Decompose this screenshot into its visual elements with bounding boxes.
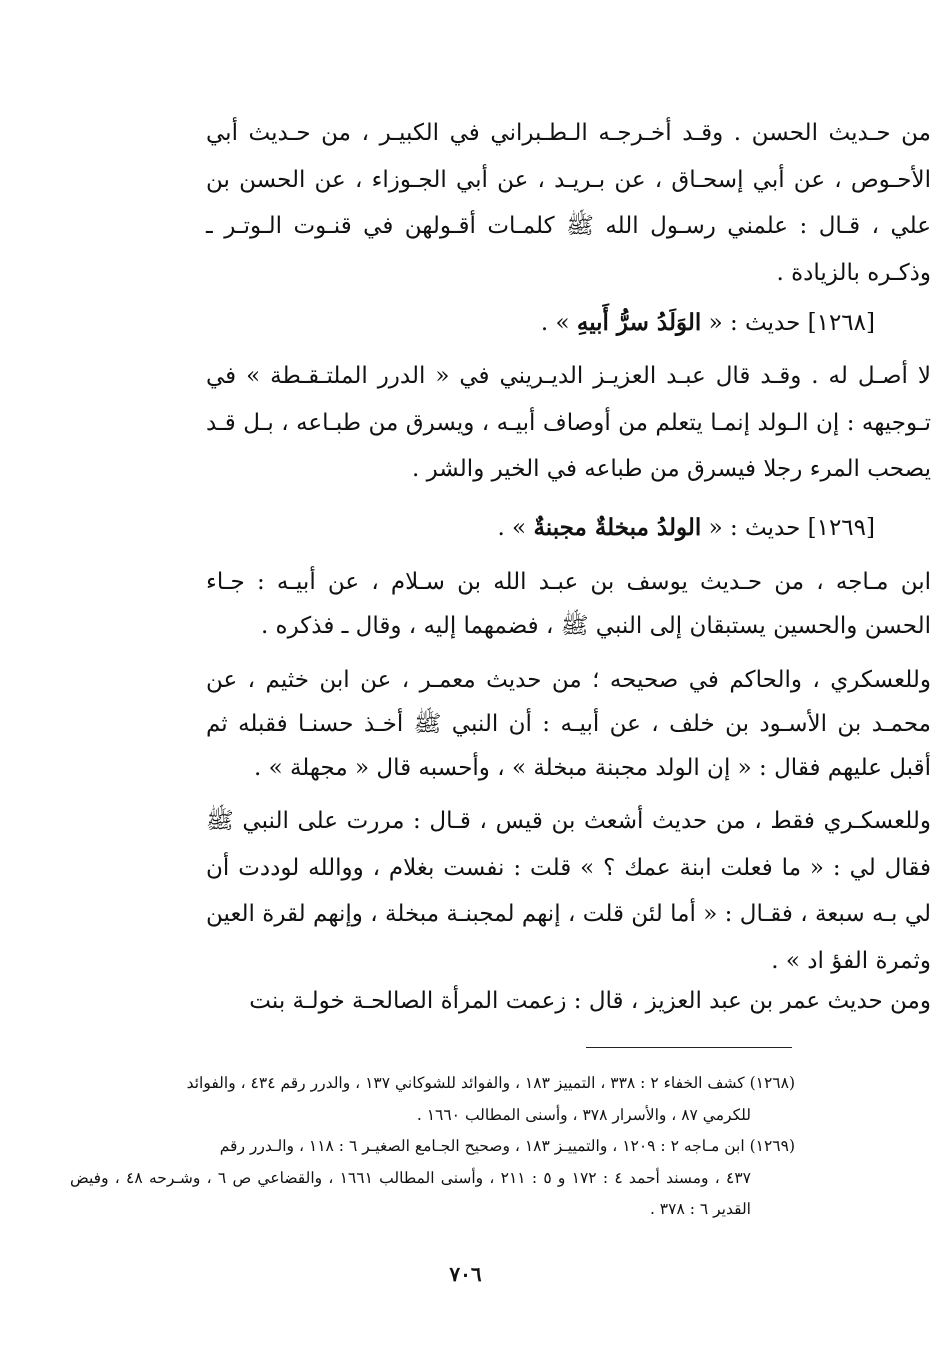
footnote-first-line: (١٢٦٩) ابن مـاجه ٢ : ١٢٠٩ ، والتمييـز ١٨٣ ، وصحيح الجـامع الصغيـر ٦ : ١١٨ ، والـدرر رقم bbox=[219, 1137, 795, 1155]
heading-suffix: » . bbox=[540, 310, 577, 336]
paragraph-2-block bbox=[206, 353, 931, 493]
heading-hadith-text: الوَلَدُ سرُّ أَبيهِ bbox=[576, 309, 702, 336]
paragraph-4-block bbox=[206, 658, 931, 790]
paragraph: وللعسكـري فقط ، من حديث أشعث بن قيس ، قـال : مررت على النبي ﷺ فقال لي : « ما فعلت ابنة عمك ؟ » قلت : نفست بغلام ، ووالله لوددت أن لي بـه سبعة ، فقـال : « أما لئن قلت ، إنهم لمجبنـة مبخلة ، وإنهم لقرة العين وثمرة الفؤ اد » . bbox=[206, 808, 931, 974]
paragraph-3-block bbox=[206, 560, 931, 648]
footnotes bbox=[70, 1068, 795, 1226]
paragraph: وللعسكري ، والحاكم في صحيحه ؛ من حديث معمـر ، عن ابن خثيم ، عن محمـد بن الأسـود بن خلف ، عن أبيـه : أن النبي ﷺ أخـذ حسنـا فقبله ثم أقبل عليهم فقال : « إن الولد مجبنة مبخلة » ، وأحسبه قال « مجهلة » . bbox=[206, 667, 931, 781]
paragraph-6-block bbox=[206, 978, 931, 1025]
paragraph-5-block bbox=[206, 798, 931, 984]
footnote-first-line: (١٢٦٨) كشف الخفاء ٢ : ٣٣٨ ، التمييز ١٨٣ ، والفوائد للشوكاني ١٣٧ ، والدرر رقم ٤٣٤ ، والفوائد bbox=[186, 1074, 795, 1092]
footnote-continuation: للكرمي ٨٧ ، والأسرار ٣٧٨ ، وأسنى المطالب ١٦٦٠ . bbox=[416, 1105, 751, 1124]
paragraph: ومن حديث عمر بن عبد العزيز ، قال : زعمت المرأة الصالحـة خولـة بنت bbox=[249, 988, 931, 1014]
footnote-continuation: ٤٣٧ ، ومسند أحمد ٤ : ١٧٢ و ٥ : ٢١١ ، وأسنى المطالب ١٦٦١ ، والقضاعي ص ٦ ، وشـرحه ٤٨ ، وفيض القدير ٦ : ٣٧٨ . bbox=[70, 1168, 751, 1218]
heading-suffix: » . bbox=[497, 515, 534, 541]
paragraph: ابن مـاجه ، من حـديث يوسف بن عبـد الله بن سـلام ، عن أبيـه : جـاء الحسن والحسين يستبقان إلى النبي ﷺ ، فضمهما إليه ، وقال ـ فذكره . bbox=[206, 569, 931, 639]
heading-prefix: [١٢٦٨] حديث : « bbox=[701, 310, 875, 336]
footnote-1269 bbox=[70, 1131, 795, 1226]
page-number: ٧٠٦ bbox=[449, 1262, 482, 1286]
hadith-heading-1269 bbox=[206, 505, 931, 552]
footnote-divider bbox=[586, 1047, 792, 1048]
heading-hadith-text: الولدُ مبخلةٌ مجبنةٌ bbox=[533, 514, 702, 541]
paragraph: لا أصـل له . وقـد قال عبـد العزيـز الديـريني في « الدرر الملتـقـطة » في تـوجيهه : إن الـولد إنمـا يتعلم من أوصاف أبيـه ، ويسرق من طبـاعه ، بـل قـد يصحب المرء رجلا فيسرق من طباعه في الخير والشر . bbox=[206, 363, 931, 482]
footnote-1268 bbox=[70, 1068, 795, 1131]
paragraph-1-block bbox=[206, 110, 931, 296]
paragraph: من حـديث الحسن . وقـد أخـرجـه الـطـبراني في الكبيـر ، من حـديث أبي الأحـوص ، عن أبي إسحـاق ، عن بـريـد ، عن أبي الجـوزاء ، عن الحسن بن علي ، قـال : علمني رسـول الله ﷺ كلمـات أقـولهن في قنـوت الـوتـر ـ وذكـره بالزيادة . bbox=[206, 120, 931, 286]
heading-prefix: [١٢٦٩] حديث : « bbox=[701, 515, 875, 541]
hadith-heading-1268 bbox=[206, 300, 931, 347]
